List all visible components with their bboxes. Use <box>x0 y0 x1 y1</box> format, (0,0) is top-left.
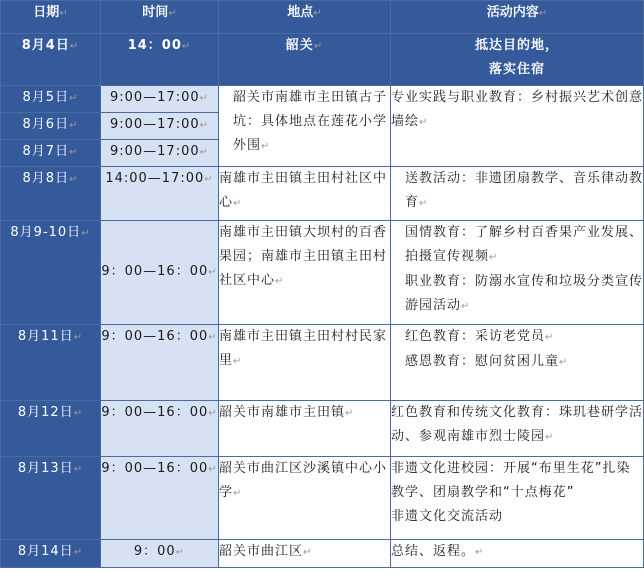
date-cell: 8月14日↵ <box>1 540 101 568</box>
place-cell: 南雄市主田镇主田村社区中心↵ <box>219 167 391 221</box>
activity-cell <box>391 221 644 325</box>
header-row <box>1 1 644 34</box>
time-cell: 9：00—16：00↵ <box>101 221 219 325</box>
date-cell: 8月4日↵ <box>1 34 101 86</box>
table-row <box>1 540 644 568</box>
table-row <box>1 221 644 325</box>
place-cell: 南雄市主田镇主田村村民家里↵ <box>219 325 391 401</box>
activity-cell: 专业实践与职业教育：乡村振兴艺术创意墙绘↵ <box>391 86 644 167</box>
activity-cell <box>391 34 644 86</box>
date-cell: 8月7日↵ <box>1 140 101 167</box>
activity-cell: 总结、返程。↵ <box>391 540 644 568</box>
time-cell: 14：00↵ <box>101 34 219 86</box>
activity-line: 红色教育：采访老党员↵ <box>405 329 555 344</box>
activity-line: 感恩教育：慰问贫困儿童↵ <box>405 354 569 369</box>
place-cell: 韶关市曲江区沙溪镇中心小学↵ <box>219 457 391 540</box>
table-row <box>1 34 644 86</box>
place-cell: 韶关市曲江区↵ <box>219 540 391 568</box>
table-row <box>1 325 644 401</box>
time-cell: 9:00—17:00↵ <box>101 86 219 113</box>
time-cell: 9:00—17:00↵ <box>101 140 219 167</box>
date-cell: 8月12日↵ <box>1 401 101 457</box>
time-cell: 9：00—16：00↵ <box>101 457 219 540</box>
header-activity: 活动内容↵ <box>391 1 644 34</box>
table-row <box>1 86 644 113</box>
table-row <box>1 167 644 221</box>
place-cell: 韶关市南雄市主田镇↵ <box>219 401 391 457</box>
time-cell: 9：00↵ <box>101 540 219 568</box>
table-row <box>1 457 644 540</box>
activity-line: 职业教育：防溺水宣传和垃圾分类宣传游园活动↵ <box>405 274 644 313</box>
header-date: 日期↵ <box>1 1 101 34</box>
date-cell: 8月8日↵ <box>1 167 101 221</box>
place-cell: 南雄市主田镇大坝村的百香果园；南雄市主田镇主田村社区中心↵ <box>219 221 391 325</box>
activity-line: 抵达目的地， <box>474 38 559 53</box>
activity-cell: 红色教育和传统文化教育：珠玑巷研学活动、参观南雄市烈士陵园↵ <box>391 401 644 457</box>
place-cell: 韶关↵ <box>219 34 391 86</box>
time-cell: 9：00—16：00↵ <box>101 401 219 457</box>
header-time: 时间↵ <box>101 1 219 34</box>
date-cell: 8月6日↵ <box>1 113 101 140</box>
activity-cell <box>391 325 644 401</box>
place-cell: 韶关市南雄市主田镇古子坑：具体地点在莲花小学外围↵ <box>219 86 391 167</box>
time-cell: 9:00—17:00↵ <box>101 113 219 140</box>
date-cell: 8月5日↵ <box>1 86 101 113</box>
table-row <box>1 401 644 457</box>
activity-line: 非遗文化进校园：开展“布里生花”扎染教学、团扇教学和“十点梅花” <box>391 461 631 500</box>
date-cell: 8月9-10日↵ <box>1 221 101 325</box>
activity-cell: 送教活动：非遗团扇教学、音乐律动教育↵ <box>391 167 644 221</box>
date-cell: 8月11日↵ <box>1 325 101 401</box>
header-place: 地点↵ <box>219 1 391 34</box>
time-cell: 14:00—17:00↵ <box>101 167 219 221</box>
activity-cell <box>391 457 644 540</box>
time-cell: 9：00—16：00↵ <box>101 325 219 401</box>
activity-line: 国情教育：了解乡村百香果产业发展、拍摄宣传视频↵ <box>405 225 644 264</box>
activity-line: 落实住宿 <box>488 62 545 77</box>
activity-line: 非遗文化交流活动 <box>391 509 504 524</box>
date-cell: 8月13日↵ <box>1 457 101 540</box>
